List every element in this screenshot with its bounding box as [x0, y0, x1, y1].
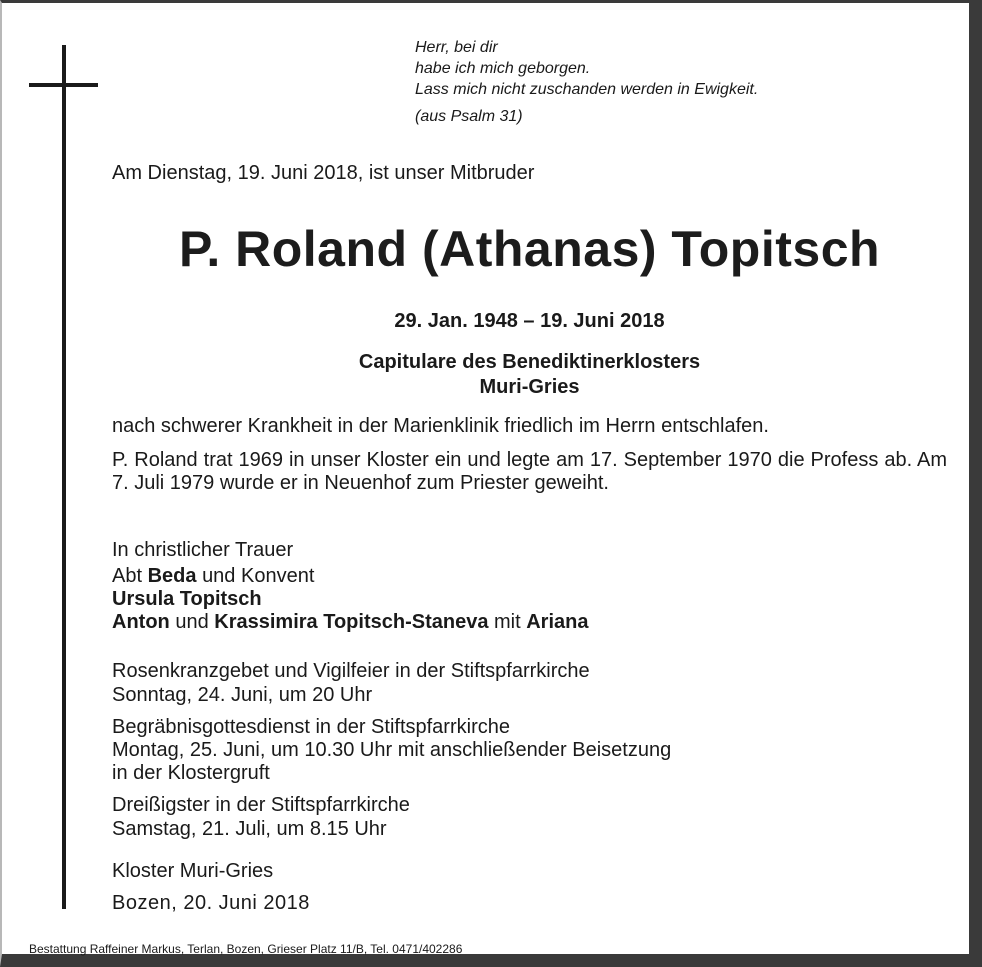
signature-org: Kloster Muri-Gries — [112, 860, 274, 882]
service-3-title: Dreißigster in der Stiftspfarrkirche — [112, 794, 410, 816]
service-1-when: Sonntag, 24. Juni, um 20 Uhr — [112, 684, 373, 706]
child-name: Ariana — [526, 611, 589, 633]
life-dates: 29. Jan. 1948 – 19. Juni 2018 — [394, 310, 665, 332]
mourners-heading: In christlicher Trauer — [112, 539, 294, 561]
death-text: nach schwerer Krankheit in der Marienklinik friedlich im Herrn entschlafen. — [112, 415, 769, 437]
abbot-prefix: Abt — [112, 565, 143, 587]
cross-icon — [62, 45, 66, 909]
service-1-title: Rosenkranzgebet und Vigilfeier in der Stiftspfarrkirche — [112, 660, 590, 682]
sister-name: Ursula Topitsch — [112, 588, 262, 610]
funeral-home-footer: Bestattung Raffeiner Markus, Terlan, Bozen, Grieser Platz 11/B, Tel. 0471/402286 — [29, 942, 463, 956]
sister-in-law-name: Krassimira Topitsch-Staneva — [214, 611, 489, 633]
psalm-line-3: Lass mich nicht zuschanden werden in Ewigkeit. — [415, 81, 759, 98]
psalm-quote — [415, 37, 758, 100]
mourner-abbot — [112, 565, 314, 588]
and-word: und — [175, 611, 209, 633]
abbot-name: Beda — [147, 565, 197, 587]
affiliation-line-1: Capitulare des Benediktinerklosters — [358, 351, 701, 373]
mourner-family — [112, 611, 588, 634]
signature-place-date: Bozen, 20. Juni 2018 — [112, 892, 310, 914]
psalm-source: (aus Psalm 31) — [415, 108, 523, 125]
service-3-when: Samstag, 21. Juli, um 8.15 Uhr — [112, 818, 387, 840]
service-2-when: Montag, 25. Juni, um 10.30 Uhr mit anschließender Beisetzung — [112, 739, 672, 761]
monastery-affiliation — [112, 350, 947, 400]
psalm-line-2: habe ich mich geborgen. — [415, 60, 591, 77]
service-2-title: Begräbnisgottesdienst in der Stiftspfarrkirche — [112, 716, 510, 738]
cross-icon-bar — [29, 83, 98, 87]
abbot-suffix: und Konvent — [202, 565, 315, 587]
psalm-line-1: Herr, bei dir — [415, 39, 498, 56]
biography: P. Roland trat 1969 in unser Kloster ein und legte am 17. September 1970 die Profess ab. Am 7. Juli 1979 wurde er in Neuenhof zum Priester geweiht. — [112, 449, 947, 494]
with-word: mit — [494, 611, 521, 633]
brother-name: Anton — [112, 611, 170, 633]
mourner-sister — [112, 588, 262, 611]
affiliation-line-2: Muri-Gries — [479, 376, 580, 398]
intro-text: Am Dienstag, 19. Juni 2018, ist unser Mitbruder — [112, 162, 535, 184]
service-2-extra: in der Klostergruft — [112, 762, 270, 784]
deceased-name: P. Roland (Athanas) Topitsch — [178, 221, 881, 277]
